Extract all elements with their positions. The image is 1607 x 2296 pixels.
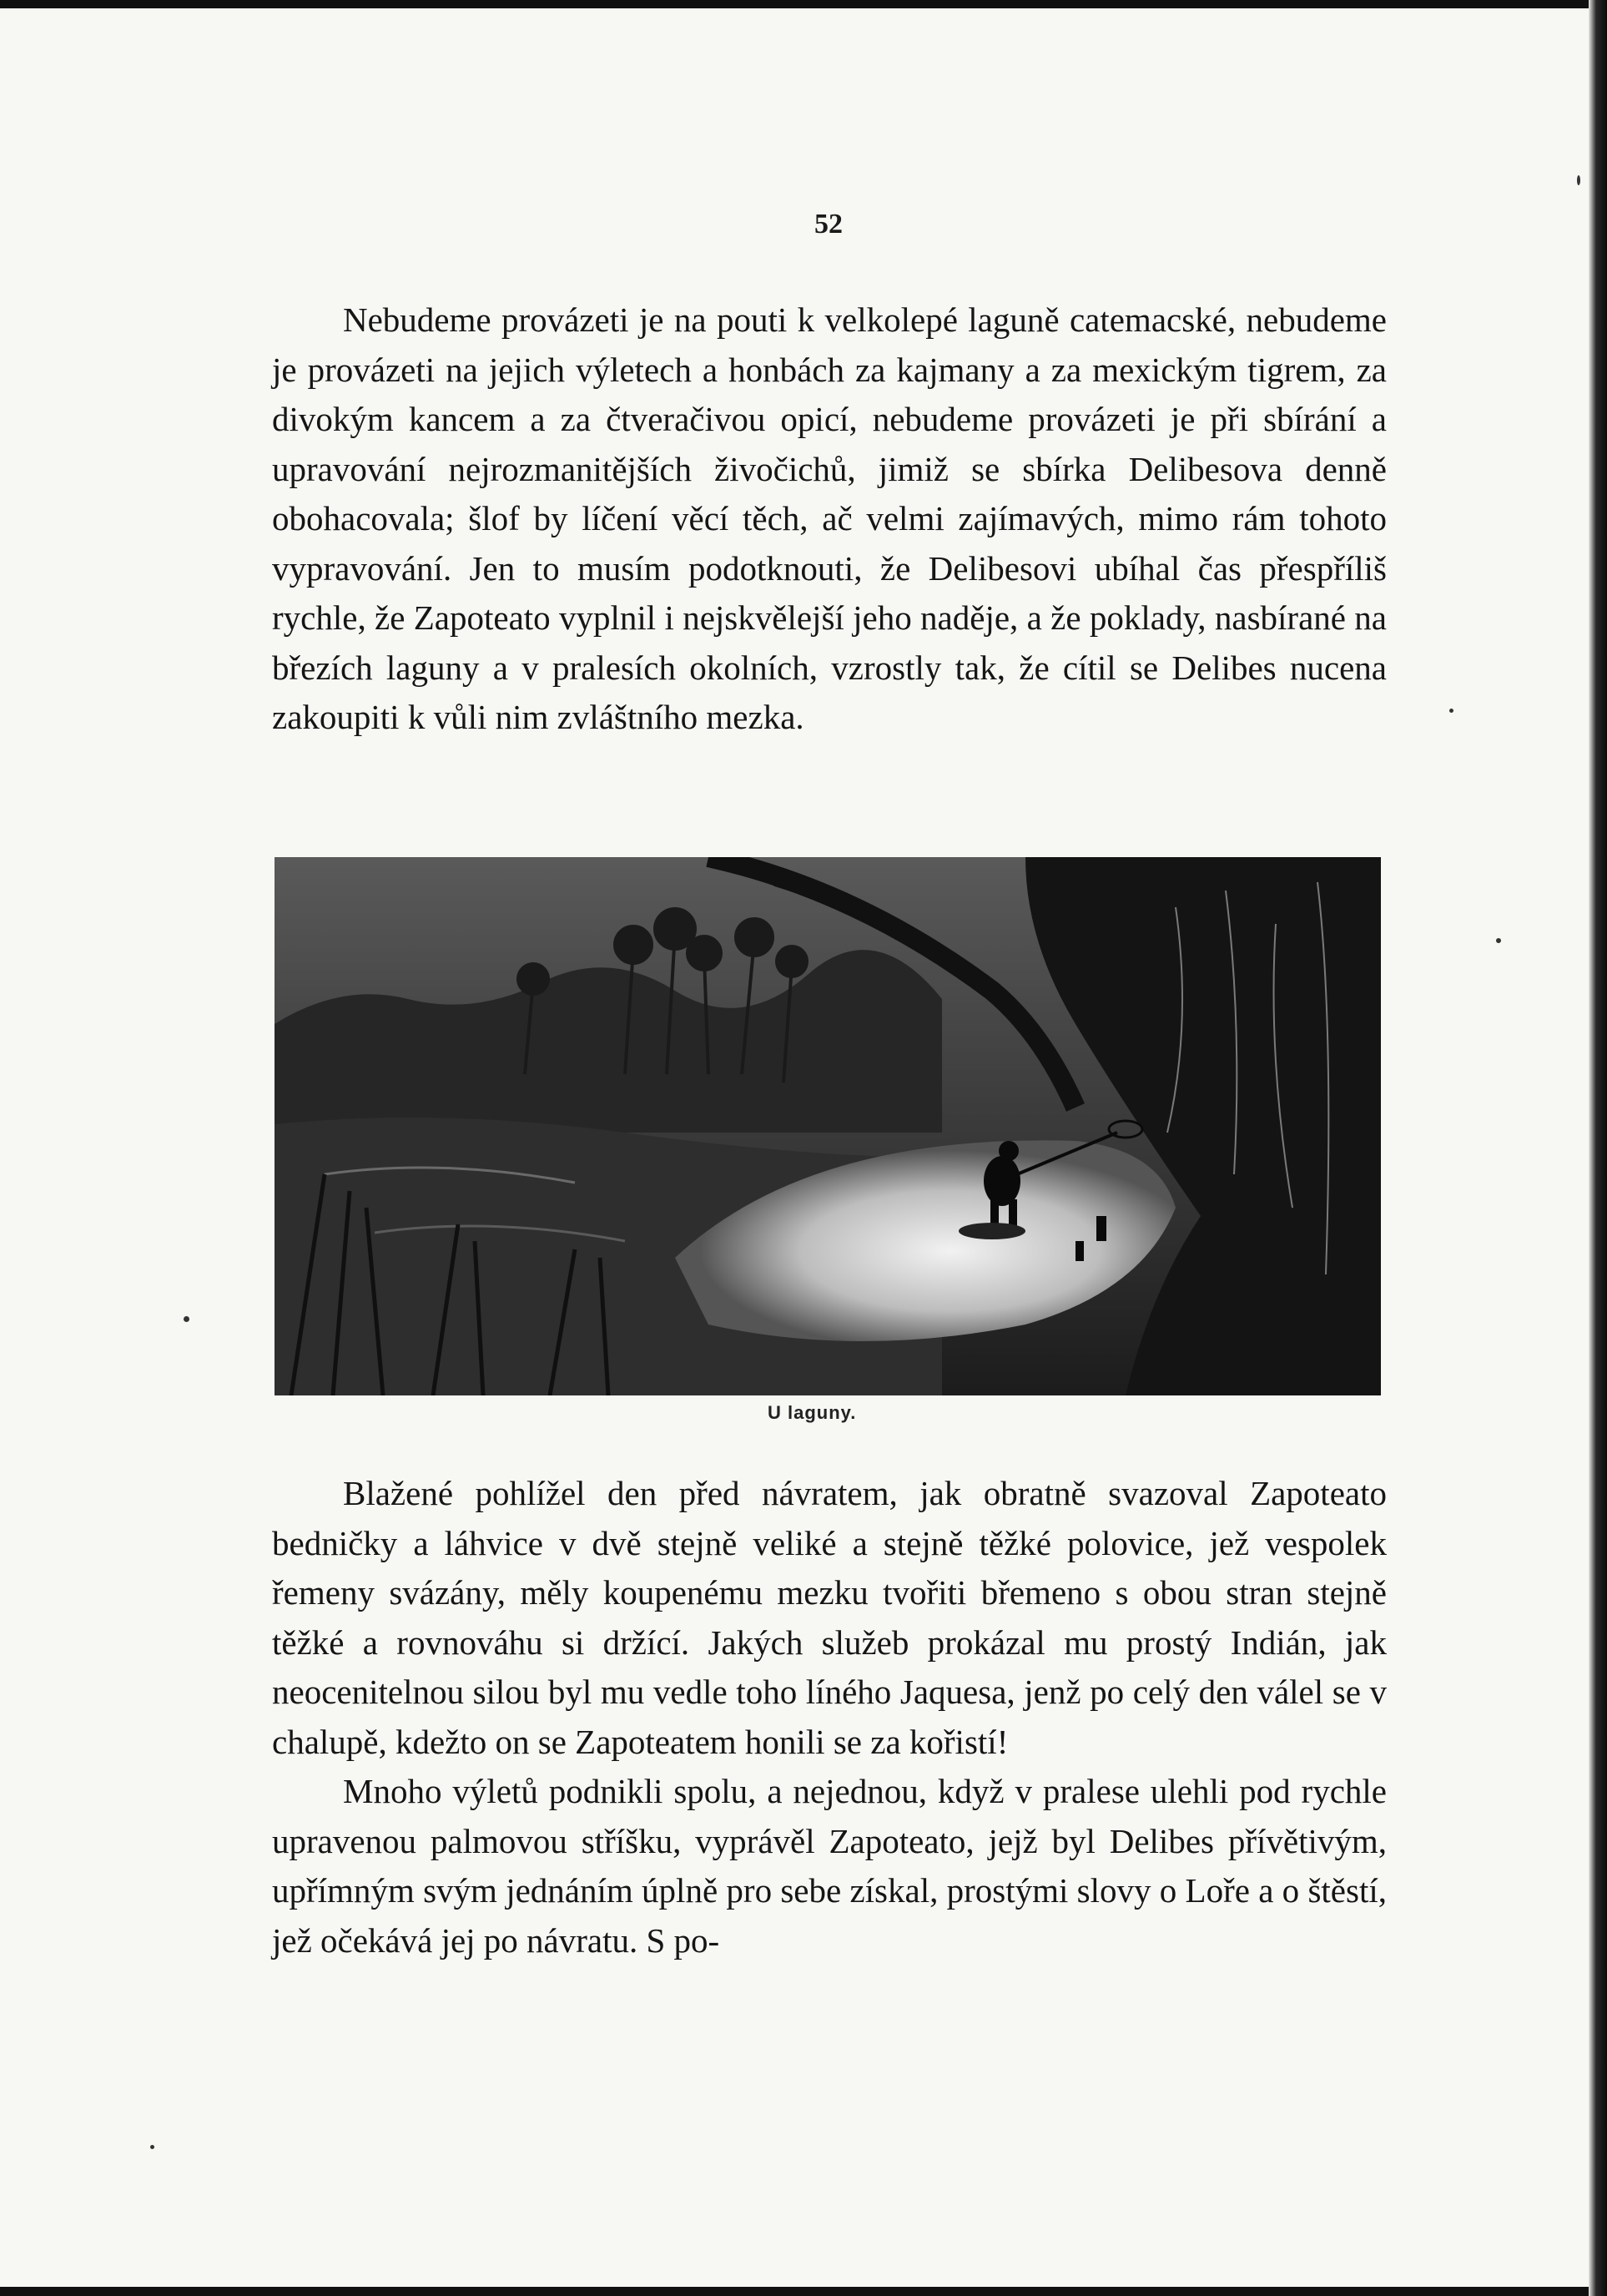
paper-speck — [150, 2145, 154, 2149]
paragraph-text: Blažené pohlížel den před návratem, jak obratně svazoval Zapoteato bedničky a láhvice v dvě stejně veliké a stejně těžké polovice, jež vespolek řemeny svázány, měly koupenému mezku tvořiti břemeno s obou stran stejně těžké a rovnováhu si držící. Jakých služeb prokázal mu prostý Indián, jak neocenitelnou silou byl mu vedle toho líného Jaquesa, jenž po celý den válel se v chalupě, kdežto on se Zapoteatem honili se za kořistí! — [272, 1474, 1387, 1761]
illustration-caption: U laguny. — [768, 1402, 857, 1423]
paragraph-text: Mnoho výletů podnikli spolu, a nejednou, když v pralese ulehli pod rychle upravenou palmovou stříšku, vyprávěl Zapoteato, jejž byl Delibes přívětivým, upřímným svým jednáním úplně pro sebe získal, prostými slovy o Loře a o štěstí, jež očekává jej po návratu. S po- — [272, 1772, 1387, 1960]
paper-speck — [1496, 938, 1501, 943]
paragraph-first — [272, 295, 1387, 743]
paper-speck — [1449, 709, 1453, 713]
book-page — [0, 8, 1592, 2287]
page-edge-shadow — [1589, 0, 1607, 2296]
paragraph-second-block — [272, 1469, 1387, 1965]
lagoon-illustration — [275, 857, 1381, 1395]
paragraph-text: Nebudeme provázeti je na pouti k velkolepé laguně catemacské, nebudeme je provázeti na jejich výletech a honbách za kajmany a za mexickým tigrem, za divokým kancem a za čtveračivou opicí, nebudeme provázeti je při sbírání a upravování nejrozmanitějších živočichů, jimiž se sbírka Delibesova denně obohacovala; šlof by líčení věcí těch, ač velmi zajímavých, mimo rám tohoto vypravování. Jen to musím podotknouti, že Delibesovi ubíhal čas přespříliš rychle, že Zapoteato vyplnil i nejskvělejší jeho naděje, a že poklady, nasbírané na březích laguny a v pralesích okolních, vzrostly tak, že cítil se Delibes nucena zakoupiti k vůli nim zvláštního mezka. — [272, 300, 1387, 736]
engraving-lagoon-scene-icon — [275, 857, 1381, 1395]
paper-speck — [1577, 175, 1580, 185]
page-number: 52 — [814, 209, 843, 240]
paper-speck — [184, 1316, 189, 1322]
